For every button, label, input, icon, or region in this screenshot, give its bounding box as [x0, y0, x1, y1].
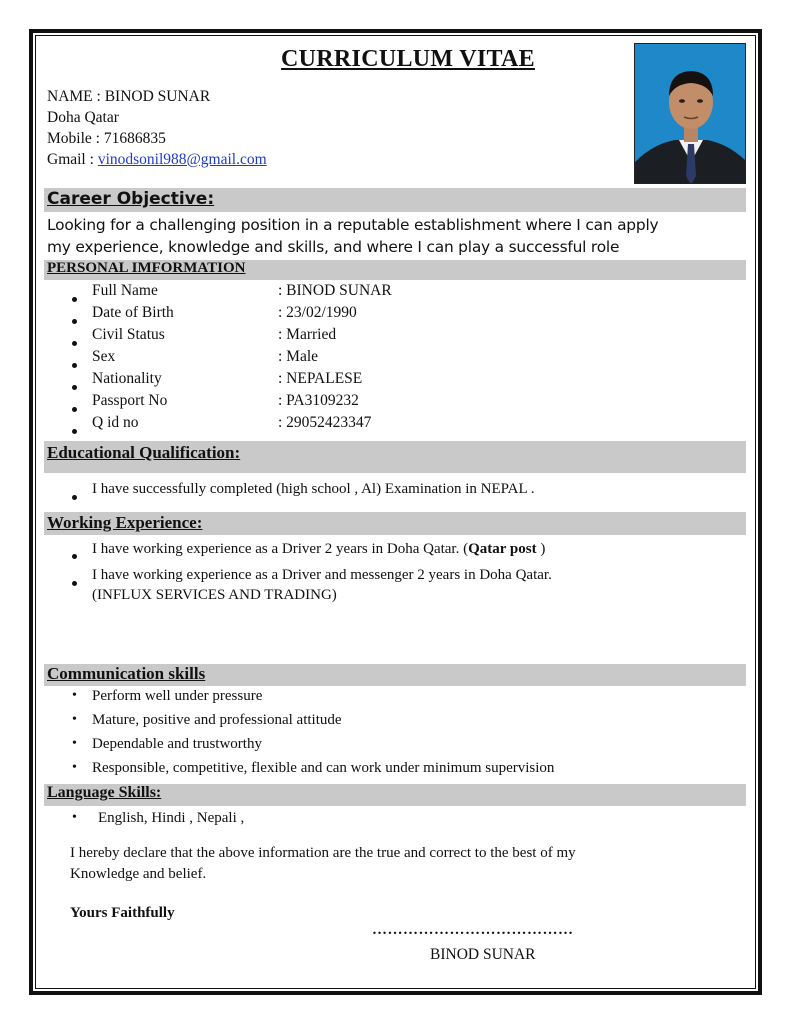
personal-info-value: : 23/02/1990 [278, 304, 357, 321]
personal-info-label: Civil Status [92, 326, 165, 343]
personal-info-value: : Male [278, 348, 319, 365]
list-item: I have successfully completed (high school , Al) Examination in NEPAL . [72, 481, 535, 498]
list-item: • English, Hindi , Nepali , [72, 810, 245, 826]
signature-line: ………………………………… [372, 922, 574, 938]
declaration: I hereby declare that the above information are the true and correct to the best of my Knowledge and belief. [70, 845, 576, 882]
bullet-icon [72, 363, 77, 368]
education-list [72, 481, 535, 498]
communication-list [72, 688, 554, 784]
bullet-icon: • [72, 760, 77, 775]
language-heading: Language Skills: [47, 784, 162, 801]
bullet-icon [72, 429, 77, 434]
list-item: • Dependable and trustworthy [72, 736, 262, 752]
bullet-icon: • [72, 688, 77, 703]
mobile-line: Mobile : 71686835 [47, 130, 166, 147]
list-item: • Mature, positive and professional attitude [72, 712, 342, 728]
name-line: NAME : BINOD SUNAR [47, 88, 211, 105]
email-link[interactable]: vinodsonil988@gmail.com [97, 151, 267, 168]
work-heading: Working Experience: [47, 513, 203, 532]
gmail-line [47, 149, 267, 170]
objective-line-1: Looking for a challenging position in a reputable establishment where I can apply [47, 216, 659, 234]
personal-info-label: Full Name [92, 282, 158, 299]
education-heading: Educational Qualification: [47, 443, 241, 462]
contact-block [47, 86, 267, 170]
closing: Yours Faithfully [70, 905, 175, 921]
bullet-icon [72, 554, 77, 559]
bullet-icon [72, 385, 77, 390]
personal-info-value: : 29052423347 [278, 414, 372, 431]
personal-info-label: Nationality [92, 370, 162, 387]
document-title: CURRICULUM VITAE [281, 46, 535, 72]
language-list [72, 810, 244, 827]
bullet-icon: • [72, 712, 77, 727]
bullet-icon [72, 407, 77, 412]
bullet-icon [72, 581, 77, 586]
bullet-icon [72, 341, 77, 346]
career-objective-heading: Career Objective: [47, 189, 215, 209]
location-line: Doha Qatar [47, 109, 119, 126]
objective-line-2: my experience, knowledge and skills, and where I can play a successful role [47, 238, 620, 256]
bullet-icon [72, 297, 77, 302]
list-item: I have working experience as a Driver and messenger 2 years in Doha Qatar. (INFLUX SERVICES AND TRADING) [72, 565, 552, 605]
personal-info-value: : Married [278, 326, 337, 343]
profile-photo [634, 43, 746, 184]
bullet-icon [72, 495, 77, 500]
personal-info-label: Passport No [92, 392, 168, 409]
career-objective-text [47, 214, 747, 258]
personal-info-label: Q id no [92, 414, 139, 431]
bullet-icon: • [72, 736, 77, 751]
list-item: I have working experience as a Driver 2 years in Doha Qatar. (Qatar post ) [72, 541, 552, 565]
personal-info-value: : NEPALESE [278, 370, 363, 387]
work-list [72, 541, 552, 605]
personal-info-value: : PA3109232 [278, 392, 359, 409]
signature-name: BINOD SUNAR [430, 946, 536, 963]
personal-info-label: Date of Birth [92, 304, 174, 321]
gmail-label: Gmail : [47, 151, 98, 168]
personal-info-value: : BINOD SUNAR [278, 282, 392, 299]
list-item: • Responsible, competitive, flexible and can work under minimum supervision [72, 760, 555, 776]
bullet-icon [72, 319, 77, 324]
bullet-icon: • [72, 810, 77, 825]
personal-info-label: Sex [92, 348, 116, 365]
communication-heading: Communication skills [47, 664, 206, 683]
personal-info-heading: PERSONAL IMFORMATION [47, 260, 246, 276]
list-item: • Perform well under pressure [72, 688, 263, 704]
